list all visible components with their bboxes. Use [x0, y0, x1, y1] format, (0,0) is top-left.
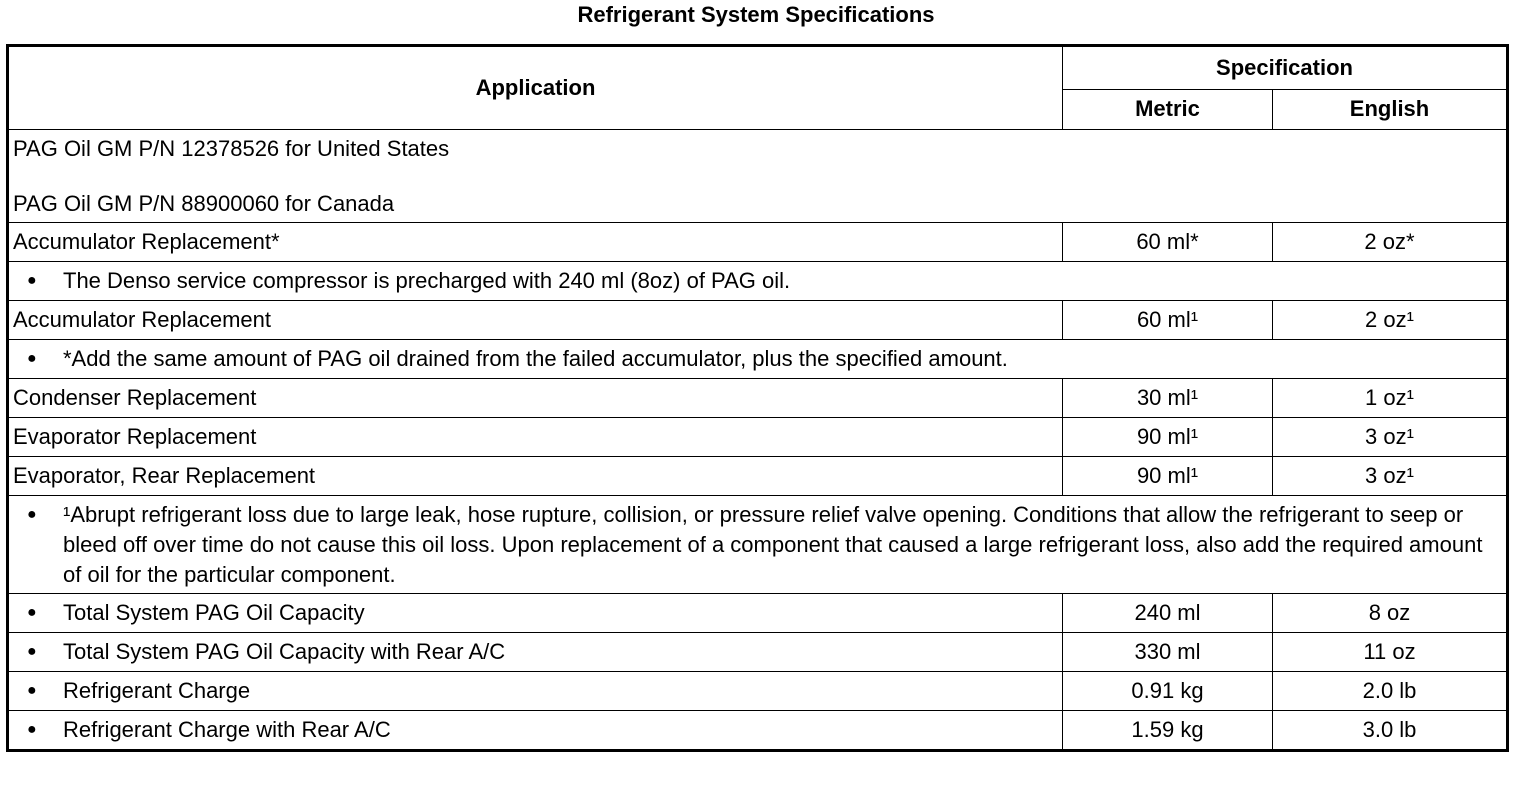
note-text: The Denso service compressor is precharged with 240 ml (8oz) of PAG oil. — [63, 268, 791, 293]
table-row-note — [8, 496, 1508, 594]
row-english: 8 oz — [1273, 594, 1508, 633]
row-metric: 90 ml¹ — [1063, 418, 1273, 457]
row-label: Refrigerant Charge with Rear A/C — [63, 717, 391, 742]
bullet-icon: ● — [27, 721, 37, 738]
row-metric: 30 ml¹ — [1063, 379, 1273, 418]
table-row — [8, 301, 1508, 340]
table-row — [8, 633, 1508, 672]
table-row — [8, 418, 1508, 457]
table-row — [8, 379, 1508, 418]
table-row — [8, 457, 1508, 496]
header-metric: Metric — [1063, 89, 1273, 129]
header-english: English — [1273, 89, 1508, 129]
row-metric: 1.59 kg — [1063, 711, 1273, 751]
row-label: Accumulator Replacement* — [8, 223, 1063, 262]
row-label: Evaporator, Rear Replacement — [8, 457, 1063, 496]
row-label: Total System PAG Oil Capacity with Rear A/C — [63, 639, 506, 664]
row-metric: 330 ml — [1063, 633, 1273, 672]
pag-oil-cell — [8, 130, 1508, 223]
bullet-icon: ● — [27, 505, 37, 523]
row-english: 2 oz* — [1273, 223, 1508, 262]
bullet-icon: ● — [27, 682, 37, 699]
row-metric: 90 ml¹ — [1063, 457, 1273, 496]
table-row-note — [8, 340, 1508, 379]
row-metric: 0.91 kg — [1063, 672, 1273, 711]
table-row — [8, 223, 1508, 262]
table-row — [8, 594, 1508, 633]
row-metric: 60 ml¹ — [1063, 301, 1273, 340]
pag-oil-us: PAG Oil GM P/N 12378526 for United States — [13, 136, 450, 161]
row-metric: 240 ml — [1063, 594, 1273, 633]
header-application: Application — [8, 46, 1063, 130]
bullet-icon: ● — [27, 272, 37, 289]
note-text: ¹Abrupt refrigerant loss due to large leak, hose rupture, collision, or pressure relief valve opening. Conditions that allow the refrigerant to seep or bleed off over time do not cause this oil loss. Upon replacement of a component that caused a large refrigerant loss, also add the required amount of oil for the particular component. — [63, 501, 1483, 587]
note-text: *Add the same amount of PAG oil drained from the failed accumulator, plus the specified amount. — [63, 346, 1008, 371]
row-english: 3 oz¹ — [1273, 418, 1508, 457]
bullet-icon: ● — [27, 350, 37, 367]
table-row — [8, 711, 1508, 751]
bullet-icon: ● — [27, 604, 37, 621]
row-english: 3.0 lb — [1273, 711, 1508, 751]
row-english: 3 oz¹ — [1273, 457, 1508, 496]
header-specification: Specification — [1063, 46, 1508, 90]
bullet-icon: ● — [27, 643, 37, 660]
table-row-pag-oil — [8, 130, 1508, 223]
row-label: Condenser Replacement — [8, 379, 1063, 418]
row-metric: 60 ml* — [1063, 223, 1273, 262]
table-row-note — [8, 262, 1508, 301]
page-title: Refrigerant System Specifications — [577, 2, 935, 27]
pag-oil-canada: PAG Oil GM P/N 88900060 for Canada — [13, 191, 395, 216]
row-label: Total System PAG Oil Capacity — [63, 600, 365, 625]
row-label: Evaporator Replacement — [8, 418, 1063, 457]
row-english: 11 oz — [1273, 633, 1508, 672]
table-row — [8, 672, 1508, 711]
row-label: Refrigerant Charge — [63, 678, 251, 703]
row-english: 2 oz¹ — [1273, 301, 1508, 340]
row-english: 2.0 lb — [1273, 672, 1508, 711]
row-label: Accumulator Replacement — [8, 301, 1063, 340]
spec-table — [6, 44, 1509, 752]
row-english: 1 oz¹ — [1273, 379, 1508, 418]
